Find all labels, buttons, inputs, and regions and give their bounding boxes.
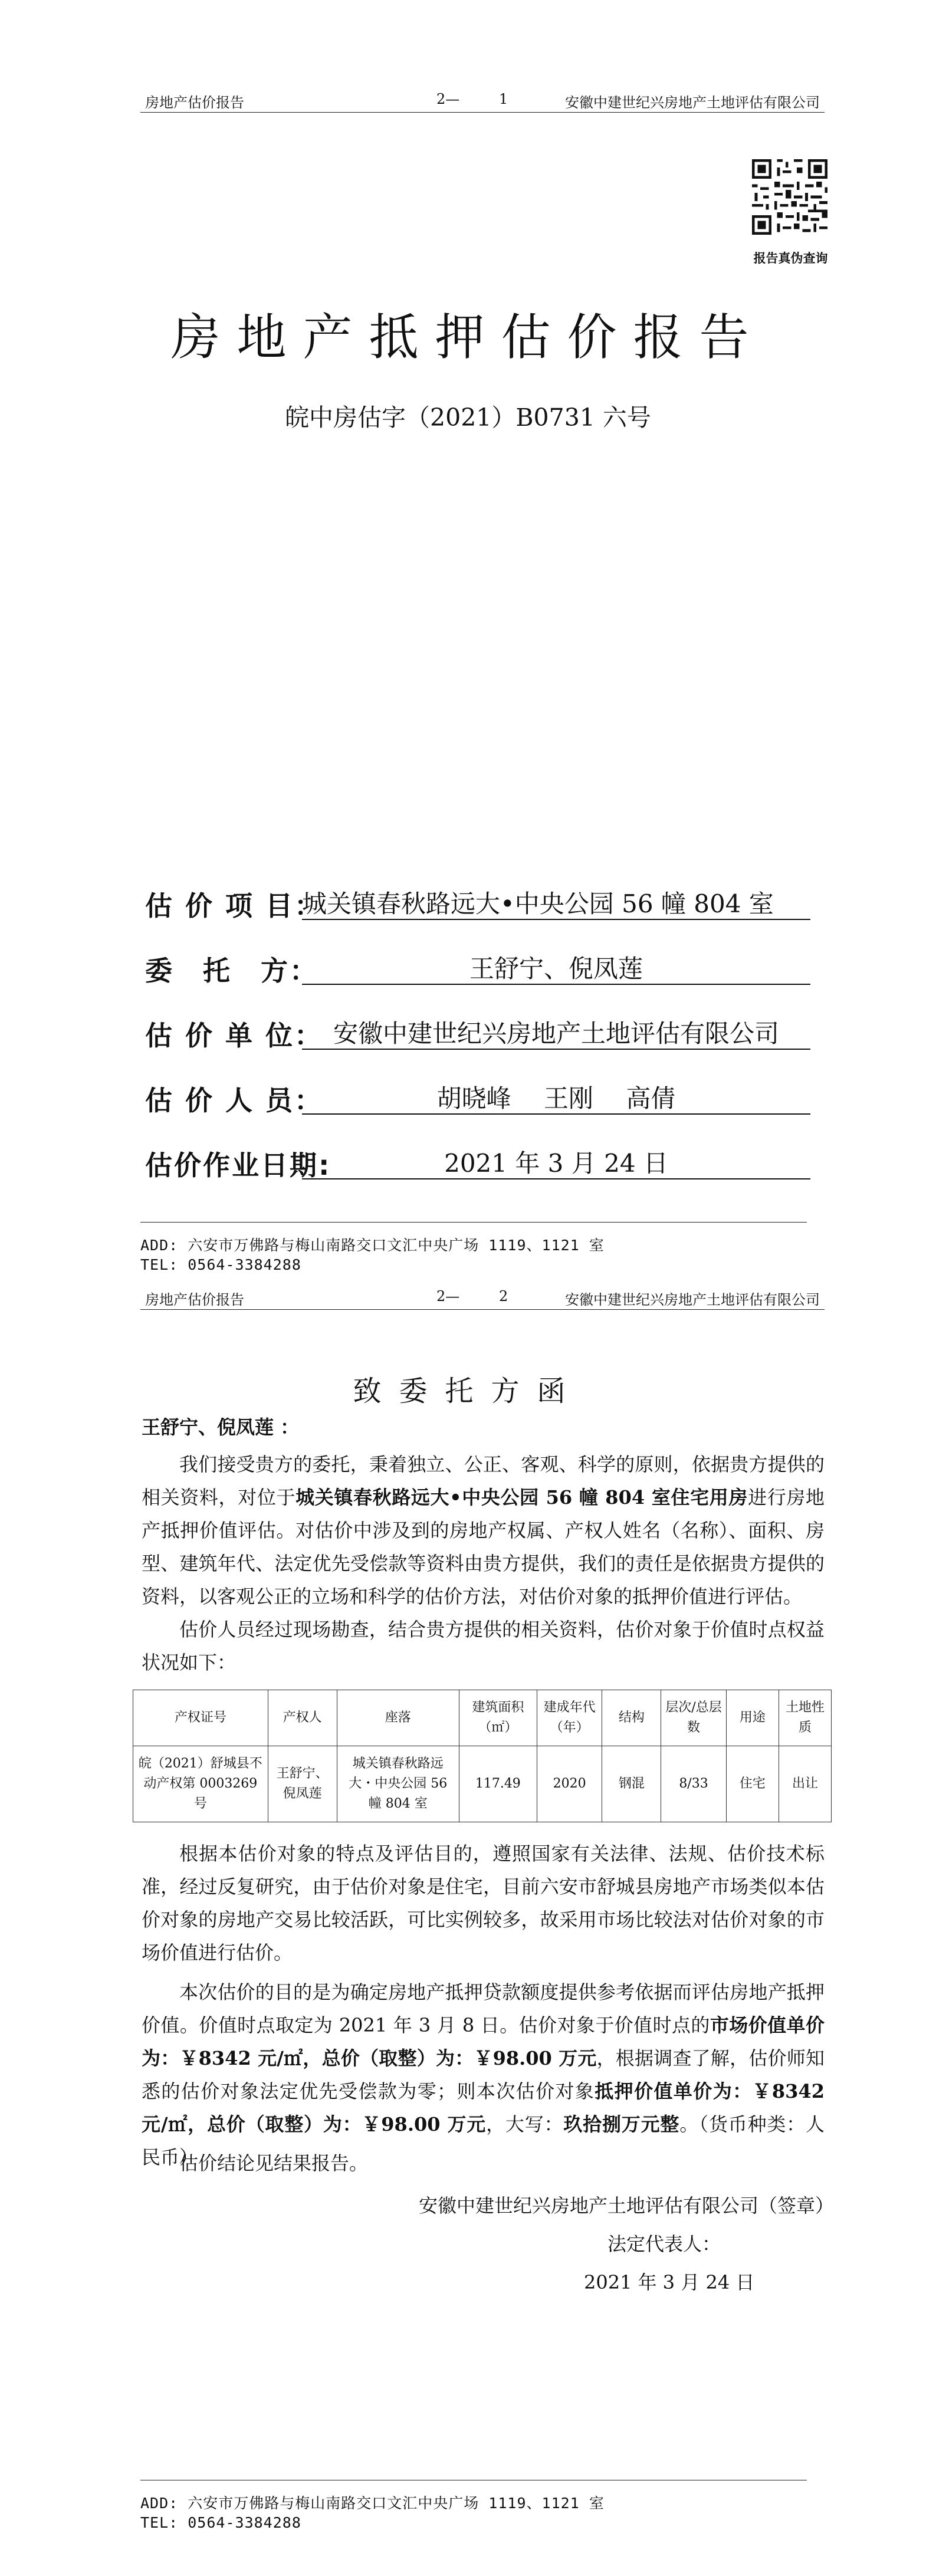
cell-area: 117.49 bbox=[459, 1746, 537, 1822]
table-row bbox=[133, 1746, 832, 1822]
letter-title: 致委托方函 bbox=[353, 1375, 583, 1408]
header-company: 安徽中建世纪兴房地产土地评估有限公司 bbox=[565, 94, 820, 111]
valuation-text: 本次估价的目的是为确定房地产抵押贷款额度提供参考依据而评估房地产抵押价值。价值时点取定为 2021 年 3 月 8 日。估价对象于价值时点的 bbox=[142, 1981, 825, 2036]
field-appraiser-unit bbox=[145, 1014, 817, 1079]
footer-tel: TEL: 0564-3384288 bbox=[140, 1256, 301, 1273]
amount-in-words-bold: 玖拾捌万元整 bbox=[563, 2113, 680, 2135]
report-title: 房地产抵押估价报告 bbox=[170, 308, 766, 366]
header-report-name: 房地产估价报告 bbox=[145, 1292, 244, 1308]
page-header bbox=[140, 1286, 825, 1310]
cell-structure: 钢混 bbox=[602, 1746, 661, 1822]
field-value: 2021 年 3 月 24 日 bbox=[302, 1144, 810, 1179]
col-header: 用途 bbox=[726, 1690, 779, 1746]
field-value: 胡晓峰 王刚 高倩 bbox=[302, 1079, 810, 1115]
paragraph-valuation bbox=[142, 1976, 825, 2174]
document-number: 皖中房估字（2021）B0731 六号 bbox=[285, 403, 651, 432]
mortgage-value-bold: 抵押价值单价为：￥8342 元/㎡，总价（取整）为：￥98.00 万元 bbox=[142, 2080, 825, 2135]
valuation-text-cont: ，根据调查了解，估价师知悉的估价对象法定优先受偿款为零；则本次估价对象 bbox=[142, 2047, 825, 2102]
field-label: 委 托 方： bbox=[145, 955, 318, 987]
paragraph-conclusion: 估价结论见结果报告。 bbox=[179, 2152, 369, 2174]
header-company: 安徽中建世纪兴房地产土地评估有限公司 bbox=[565, 1292, 820, 1308]
field-label: 估价作业日期: bbox=[145, 1149, 331, 1181]
footer-address: ADD: 六安市万佛路与梅山南路交口文汇中央广场 1119、1121 室 bbox=[140, 1237, 605, 1254]
cell-year: 2020 bbox=[537, 1746, 602, 1822]
field-value: 安徽中建世纪兴房地产土地评估有限公司 bbox=[302, 1014, 810, 1050]
property-info-table bbox=[133, 1690, 832, 1822]
cover-page bbox=[0, 0, 936, 1286]
field-label: 估 价 人 员： bbox=[145, 1085, 324, 1116]
cell-location: 城关镇春秋路远大・中央公园 56 幢 804 室 bbox=[337, 1746, 459, 1822]
page-header bbox=[140, 88, 825, 113]
col-header: 层次/总层数 bbox=[661, 1690, 727, 1746]
currency-note: 。（货币种类：人民币） bbox=[142, 2113, 825, 2168]
header-page-prefix: 2— bbox=[436, 91, 460, 107]
signature-company: 安徽中建世纪兴房地产土地评估有限公司（签章） bbox=[419, 2194, 835, 2217]
cell-floor: 8/33 bbox=[661, 1746, 727, 1822]
col-header: 座落 bbox=[337, 1690, 459, 1746]
footer-divider bbox=[140, 1222, 807, 1223]
paragraph-survey: 估价人员经过现场勘查，结合贵方提供的相关资料，估价对象于价值时点权益状况如下： bbox=[142, 1618, 825, 1674]
signature-date: 2021 年 3 月 24 日 bbox=[584, 2271, 755, 2294]
cell-use: 住宅 bbox=[726, 1746, 779, 1822]
field-client bbox=[145, 949, 817, 1014]
cell-cert-no: 皖（2021）舒城县不动产权第 0003269 号 bbox=[133, 1746, 268, 1822]
col-header: 结构 bbox=[602, 1690, 661, 1746]
qr-code-icon[interactable] bbox=[749, 156, 830, 238]
field-value: 城关镇春秋路远大•中央公园 56 幢 804 室 bbox=[302, 885, 810, 920]
field-value: 王舒宁、倪凤莲 bbox=[302, 949, 810, 985]
paragraph-method: 根据本估价对象的特点及评估目的，遵照国家有关法律、法规、估价技术标准，经过反复研究，由于估价对象是住宅，目前六安市舒城县房地产市场类似本估价对象的房地产交易比较活跃，可比实例较多，故采用市场比较法对估价对象的市场价值进行估价。 bbox=[142, 1842, 825, 1964]
field-appraisers bbox=[145, 1079, 817, 1144]
letter-page bbox=[0, 1286, 936, 2576]
qr-verify-label: 报告真伪查询 bbox=[753, 251, 828, 265]
letter-addressee: 王舒宁、倪凤莲 ： bbox=[142, 1416, 300, 1438]
table-header-row bbox=[133, 1690, 832, 1746]
header-page-prefix: 2— bbox=[436, 1288, 460, 1305]
market-value-bold: 市场价值单价为：￥8342 元/㎡，总价（取整）为：￥98.00 万元 bbox=[142, 2014, 825, 2069]
property-address-bold: 城关镇春秋路远大•中央公园 56 幢 804 室住宅用房 bbox=[295, 1486, 748, 1509]
paragraph-intro bbox=[142, 1448, 825, 1613]
footer-address: ADD: 六安市万佛路与梅山南路交口文汇中央广场 1119、1121 室 bbox=[140, 2495, 605, 2512]
signature-representative: 法定代表人： bbox=[607, 2233, 721, 2255]
col-header: 产权证号 bbox=[133, 1690, 268, 1746]
field-work-date bbox=[145, 1144, 817, 1209]
col-header: 建成年代（年） bbox=[537, 1690, 602, 1746]
valuation-text-cont2: ，大写： bbox=[486, 2113, 564, 2135]
header-page-number: 1 bbox=[499, 91, 508, 107]
field-label: 估 价 单 位： bbox=[145, 1020, 324, 1052]
intro-text: 我们接受贵方的委托，秉着独立、公正、客观、科学的原则，依据贵方提供的相关资料，对位于 bbox=[142, 1453, 825, 1509]
col-header: 建筑面积（㎡） bbox=[459, 1690, 537, 1746]
col-header: 产权人 bbox=[268, 1690, 337, 1746]
cell-owner: 王舒宁、倪凤莲 bbox=[268, 1746, 337, 1822]
header-report-name: 房地产估价报告 bbox=[145, 94, 244, 111]
field-label: 估 价 项 目： bbox=[145, 890, 324, 922]
col-header: 土地性质 bbox=[779, 1690, 831, 1746]
header-page-number: 2 bbox=[499, 1288, 508, 1305]
intro-text-cont: 进行房地产抵押价值评估。对估价中涉及到的房地产权属、产权人姓名（名称）、面积、房型、建筑年代、法定优先受偿款等资料由贵方提供，我们的责任是依据贵方提供的资料，以客观公正的立场和科学的估价方法，对估价对象的抵押价值进行评估。 bbox=[142, 1486, 825, 1608]
cover-fields bbox=[145, 885, 817, 1209]
field-project bbox=[145, 885, 817, 949]
cell-land: 出让 bbox=[779, 1746, 831, 1822]
footer-tel: TEL: 0564-3384288 bbox=[140, 2514, 301, 2531]
